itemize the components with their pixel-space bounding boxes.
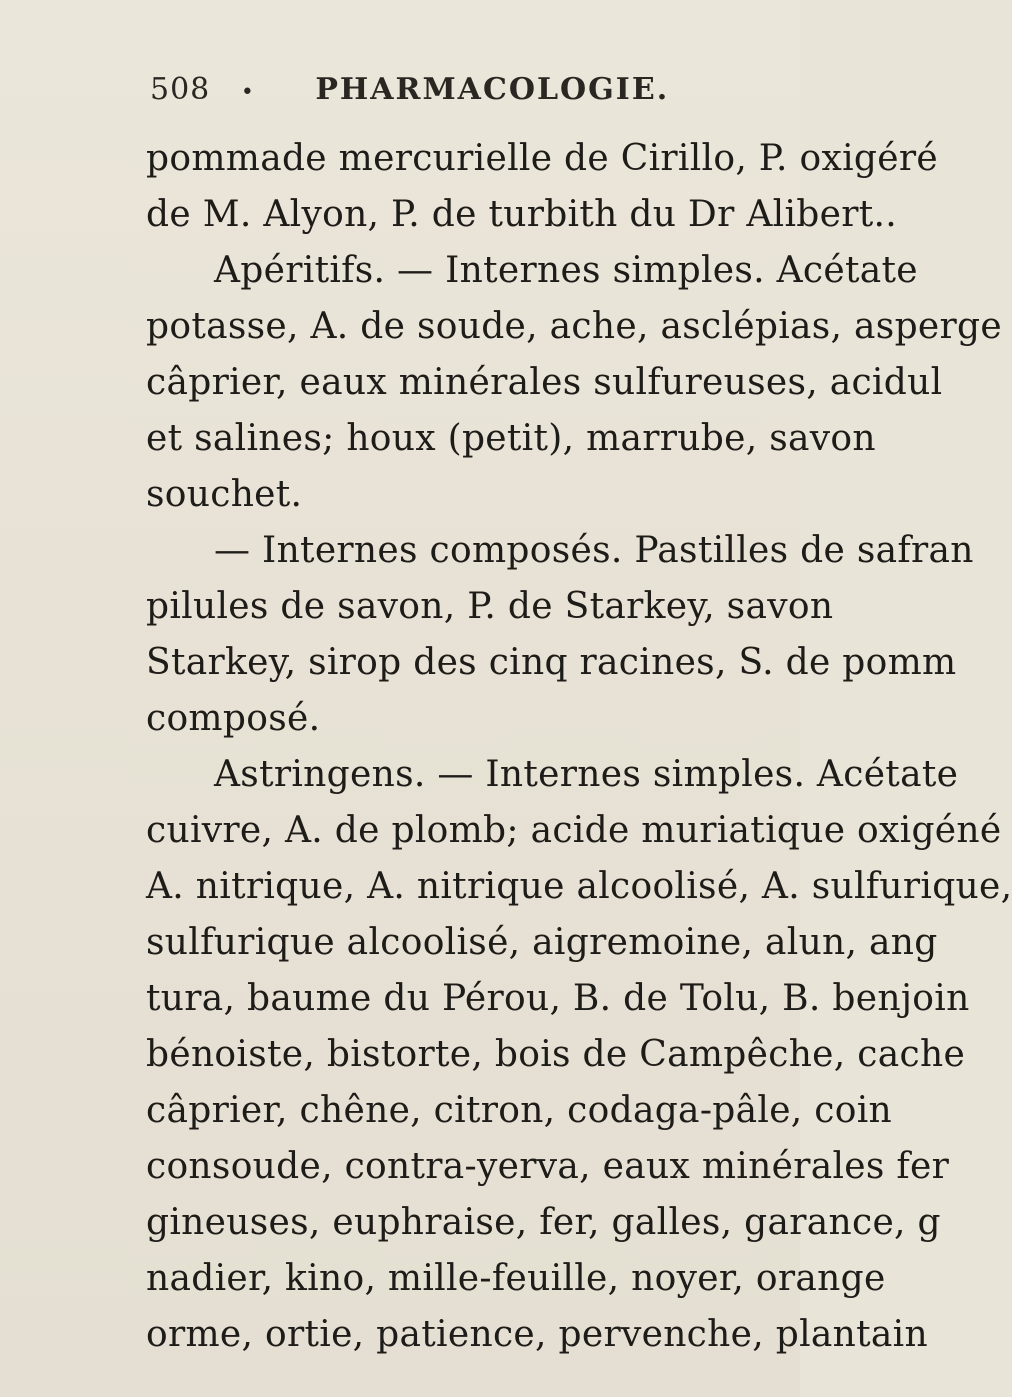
page-number: 508 xyxy=(150,72,211,107)
text-line: bénoiste, bistorte, bois de Campêche, cache xyxy=(146,1034,966,1075)
text-line: pilules de savon, P. de Starkey, savon xyxy=(146,586,834,627)
text-line: consoude, contra-yerva, eaux minérales fer xyxy=(146,1146,950,1187)
running-head xyxy=(150,72,669,107)
text-line: potasse, A. de soude, ache, asclépias, asperge xyxy=(146,306,1002,347)
text-line: souchet. xyxy=(146,474,303,515)
text-line: composé. xyxy=(146,698,321,739)
text-line: Starkey, sirop des cinq racines, S. de pomm xyxy=(146,642,957,683)
text-line: pommade mercurielle de Cirillo, P. oxigéré xyxy=(146,138,938,179)
text-line: cuivre, A. de plomb; acide muriatique oxigéné xyxy=(146,810,1002,851)
text-line: câprier, chêne, citron, codaga-pâle, coin xyxy=(146,1090,893,1131)
text-line: tura, baume du Pérou, B. de Tolu, B. benjoin xyxy=(146,978,970,1019)
text-line: Astringens. — Internes simples. Acétate xyxy=(214,754,959,795)
text-line: orme, ortie, patience, pervenche, plantain xyxy=(146,1314,928,1355)
text-line: sulfurique alcoolisé, aigremoine, alun, ang xyxy=(146,922,938,963)
text-line: nadier, kino, mille-feuille, noyer, orange xyxy=(146,1258,886,1299)
text-line: gineuses, euphraise, fer, galles, garance, g xyxy=(146,1202,941,1243)
text-line: de M. Alyon, P. de turbith du Dr Alibert.. xyxy=(146,194,897,235)
text-line: et salines; houx (petit), marrube, savon xyxy=(146,418,876,459)
ornament-mark: • xyxy=(240,80,255,105)
text-line: — Internes composés. Pastilles de safran xyxy=(214,530,974,571)
text-line: câprier, eaux minérales sulfureuses, acidul xyxy=(146,362,943,403)
text-line: A. nitrique, A. nitrique alcoolisé, A. sulfurique, xyxy=(146,866,1012,907)
running-title: PHARMACOLOGIE. xyxy=(315,72,670,107)
text-line: Apéritifs. — Internes simples. Acétate xyxy=(214,250,918,291)
